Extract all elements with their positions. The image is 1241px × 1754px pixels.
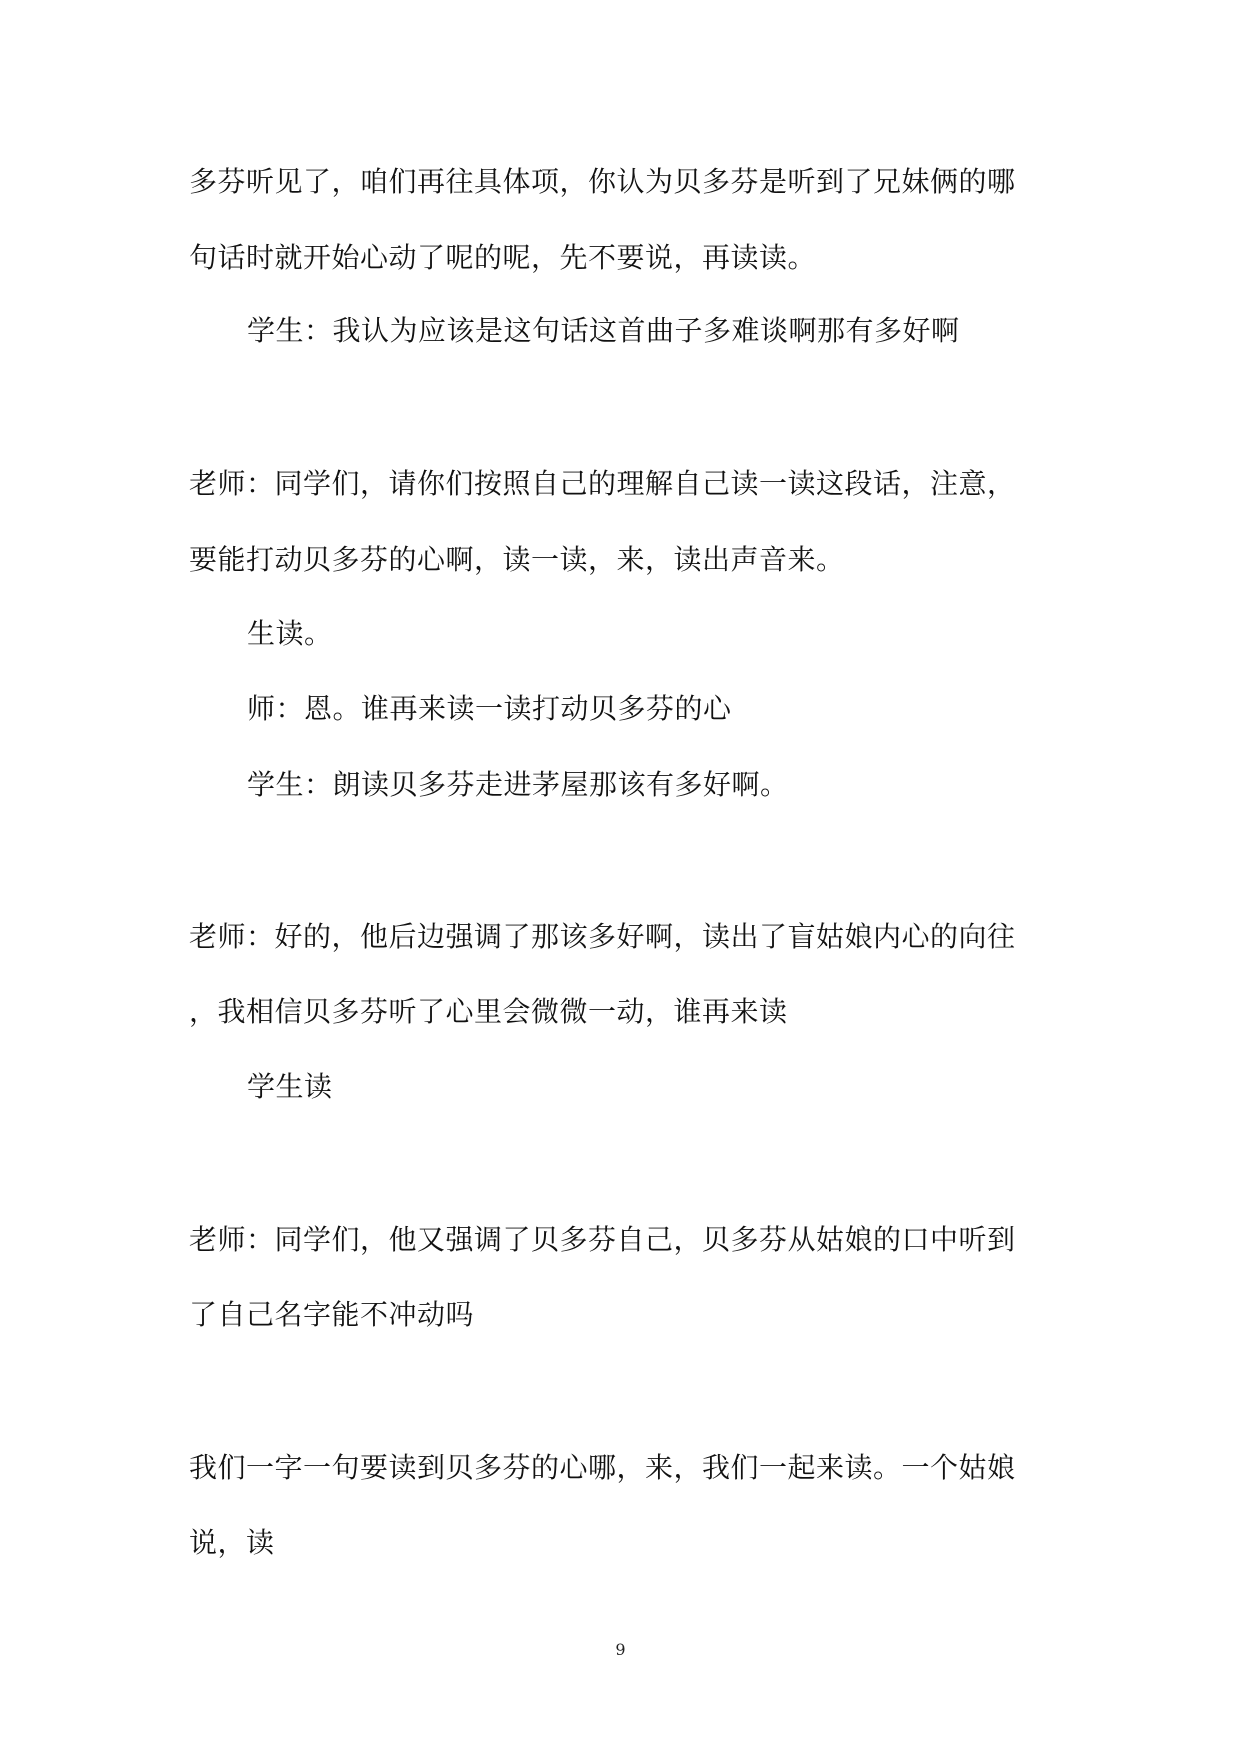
text-line: 说，读 [189, 1526, 275, 1559]
text-line: 学生读 [247, 1070, 333, 1103]
text-line: ，我相信贝多芬听了心里会微微一动，谁再来读 [189, 995, 788, 1028]
text-line: 学生：我认为应该是这句话这首曲子多难谈啊那有多好啊 [247, 314, 960, 347]
text-line: 学生：朗读贝多芬走进茅屋那该有多好啊。 [247, 768, 789, 801]
text-line: 多芬听见了，咱们再往具体项，你认为贝多芬是听到了兄妹俩的哪 [189, 165, 1016, 198]
text-line: 师：恩。谁再来读一读打动贝多芬的心 [247, 692, 732, 725]
text-line: 我们一字一句要读到贝多芬的心哪，来，我们一起来读。一个姑娘 [189, 1451, 1016, 1484]
text-line: 句话时就开始心动了呢的呢，先不要说，再读读。 [189, 241, 817, 274]
text-line: 要能打动贝多芬的心啊，读一读，来，读出声音来。 [189, 543, 845, 576]
text-line: 老师：同学们，请你们按照自己的理解自己读一读这段话，注意， [189, 467, 1016, 500]
text-line: 老师：好的，他后边强调了那该多好啊，读出了盲姑娘内心的向往 [189, 920, 1016, 953]
page-number: 9 [615, 1640, 626, 1659]
text-line: 生读。 [247, 617, 333, 650]
text-line: 老师：同学们，他又强调了贝多芬自己，贝多芬从姑娘的口中听到 [189, 1223, 1016, 1256]
text-line: 了自己名字能不冲动吗 [189, 1298, 475, 1331]
